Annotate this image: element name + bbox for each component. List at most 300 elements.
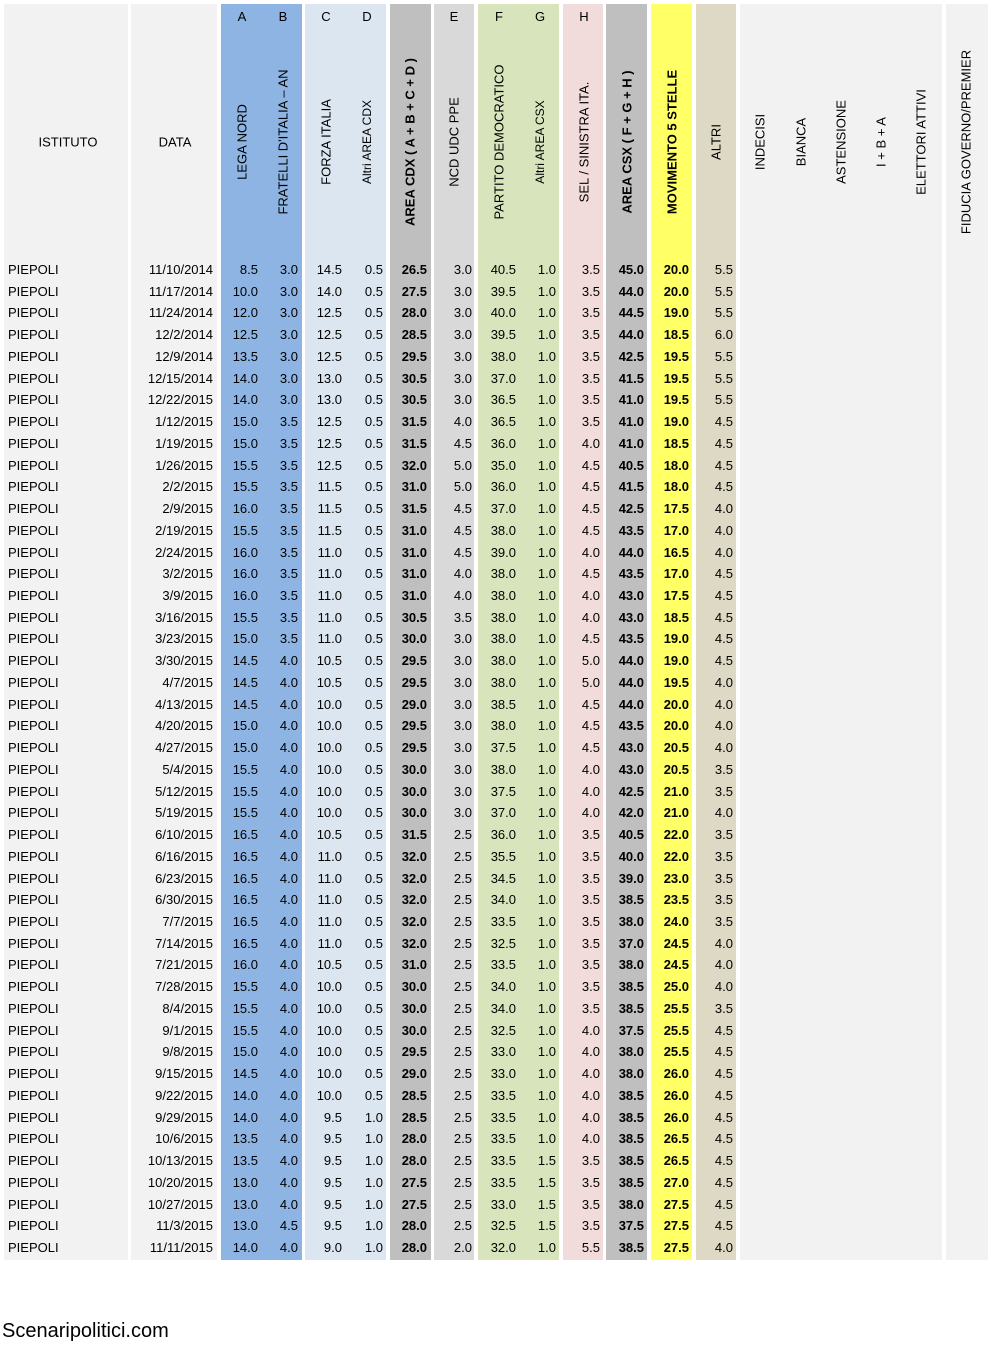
cell-area-csx: 44.0 — [618, 544, 644, 560]
cell-altri-cdx: 0.5 — [364, 848, 383, 864]
cell-istituto: PIEPOLI — [8, 674, 59, 690]
cell-area-csx: 43.0 — [618, 761, 644, 777]
table-row — [0, 261, 992, 279]
cell-data: 3/30/2015 — [155, 653, 213, 669]
cell-m5s: 19.0 — [663, 414, 689, 430]
header-lega-nord: LEGA NORD — [234, 104, 250, 180]
cell-lega-nord: 13.5 — [232, 1131, 258, 1147]
cell-altri-cdx: 0.5 — [364, 479, 383, 495]
cell-data: 4/13/2015 — [155, 696, 213, 712]
cell-altri: 4.5 — [714, 1087, 733, 1103]
cell-ncd: 2.5 — [453, 914, 472, 929]
cell-sel: 4.0 — [581, 435, 600, 451]
cell-m5s: 26.5 — [663, 1153, 689, 1169]
cell-istituto: PIEPOLI — [8, 1174, 59, 1190]
cell-forza-italia: 11.5 — [317, 479, 342, 495]
cell-istituto: PIEPOLI — [8, 1131, 59, 1147]
cell-altri-cdx: 0.5 — [364, 914, 383, 929]
cell-ncd: 4.5 — [453, 544, 472, 560]
cell-istituto: PIEPOLI — [8, 544, 59, 560]
cell-sel: 4.5 — [581, 522, 600, 538]
cell-altri-csx: 1.0 — [537, 1066, 556, 1082]
cell-sel: 3.5 — [581, 305, 600, 321]
cell-altri-cdx: 0.5 — [364, 544, 383, 560]
cell-forza-italia: 9.5 — [323, 1174, 342, 1190]
cell-forza-italia: 10.0 — [316, 1044, 342, 1060]
cell-altri-cdx: 1.0 — [364, 1109, 383, 1125]
cell-ncd: 4.0 — [453, 414, 472, 430]
table-row — [0, 1239, 992, 1257]
cell-m5s: 18.0 — [663, 479, 689, 495]
cell-area-cdx: 29.5 — [401, 718, 427, 734]
cell-forza-italia: 9.5 — [323, 1196, 342, 1212]
cell-istituto: PIEPOLI — [8, 892, 59, 908]
cell-altri: 4.0 — [714, 718, 733, 734]
cell-forza-italia: 10.0 — [316, 718, 342, 734]
cell-area-cdx: 27.5 — [401, 1196, 427, 1212]
cell-altri: 4.0 — [714, 544, 733, 560]
table-row — [0, 1196, 992, 1214]
cell-fratelli-italia: 3.5 — [279, 522, 298, 538]
cell-ncd: 4.5 — [453, 435, 472, 451]
header-forza-italia: FORZA ITALIA — [318, 99, 334, 185]
cell-area-cdx: 28.0 — [401, 1240, 427, 1255]
cell-istituto: PIEPOLI — [8, 718, 59, 734]
cell-m5s: 19.5 — [663, 370, 689, 386]
cell-istituto: PIEPOLI — [8, 1109, 59, 1125]
cell-fratelli-italia: 4.0 — [279, 740, 298, 756]
letter-e: E — [449, 9, 459, 24]
cell-pd: 32.5 — [490, 1022, 516, 1038]
cell-data: 10/6/2015 — [155, 1131, 213, 1147]
header-bianca: BIANCA — [793, 117, 809, 167]
cell-data: 3/2/2015 — [162, 566, 213, 582]
cell-ncd: 2.5 — [453, 892, 472, 908]
cell-area-cdx: 30.0 — [401, 631, 427, 647]
cell-istituto: PIEPOLI — [8, 870, 59, 886]
cell-istituto: PIEPOLI — [8, 392, 59, 408]
cell-area-csx: 37.5 — [618, 1022, 644, 1038]
cell-data: 3/9/2015 — [162, 588, 213, 603]
cell-istituto: PIEPOLI — [8, 805, 59, 821]
cell-forza-italia: 10.0 — [316, 1022, 342, 1038]
table-row — [0, 674, 992, 692]
cell-sel: 3.5 — [581, 262, 600, 277]
cell-pd: 38.0 — [490, 566, 516, 582]
cell-lega-nord: 15.0 — [232, 740, 258, 756]
table-row — [0, 1217, 992, 1235]
cell-istituto: PIEPOLI — [8, 479, 59, 495]
cell-istituto: PIEPOLI — [8, 370, 59, 386]
cell-area-csx: 38.5 — [618, 1109, 644, 1125]
cell-ncd: 2.5 — [453, 1174, 472, 1190]
cell-istituto: PIEPOLI — [8, 414, 59, 430]
cell-area-csx: 38.5 — [618, 1174, 644, 1190]
cell-forza-italia: 11.0 — [317, 935, 342, 951]
header-sel: SEL / SINISTRA ITA. — [576, 81, 592, 203]
cell-altri-csx: 1.0 — [537, 588, 556, 603]
cell-istituto: PIEPOLI — [8, 848, 59, 864]
cell-altri: 4.0 — [714, 805, 733, 821]
cell-sel: 3.5 — [581, 1174, 600, 1190]
table-row — [0, 609, 992, 627]
cell-altri-csx: 1.0 — [537, 327, 556, 343]
cell-pd: 33.5 — [490, 914, 516, 929]
cell-fratelli-italia: 4.0 — [279, 1000, 298, 1016]
cell-lega-nord: 15.0 — [232, 1044, 258, 1060]
cell-altri-csx: 1.0 — [537, 1000, 556, 1016]
cell-data: 7/14/2015 — [155, 935, 213, 951]
cell-lega-nord: 13.5 — [232, 348, 258, 364]
cell-forza-italia: 9.0 — [323, 1240, 342, 1255]
table-row — [0, 1000, 992, 1018]
cell-forza-italia: 13.0 — [316, 370, 342, 386]
cell-area-cdx: 32.0 — [401, 848, 427, 864]
cell-lega-nord: 14.0 — [232, 1109, 258, 1125]
cell-altri: 5.5 — [714, 283, 733, 299]
cell-m5s: 26.5 — [663, 1131, 689, 1147]
cell-area-csx: 39.0 — [618, 870, 644, 886]
cell-pd: 38.0 — [490, 653, 516, 669]
cell-altri-cdx: 0.5 — [364, 827, 383, 843]
cell-area-cdx: 30.5 — [401, 392, 427, 408]
cell-sel: 3.5 — [581, 1218, 600, 1234]
cell-area-csx: 38.5 — [618, 1131, 644, 1147]
cell-forza-italia: 11.0 — [317, 631, 342, 647]
letter-a: A — [237, 9, 247, 24]
cell-sel: 3.5 — [581, 957, 600, 973]
cell-data: 4/20/2015 — [155, 718, 213, 734]
cell-sel: 3.5 — [581, 370, 600, 386]
cell-istituto: PIEPOLI — [8, 1022, 59, 1038]
cell-m5s: 21.0 — [663, 805, 689, 821]
cell-area-cdx: 32.0 — [401, 892, 427, 908]
cell-area-cdx: 27.5 — [401, 1174, 427, 1190]
cell-istituto: PIEPOLI — [8, 1044, 59, 1060]
cell-ncd: 2.5 — [453, 957, 472, 973]
cell-m5s: 25.5 — [663, 1022, 689, 1038]
cell-data: 11/11/2015 — [149, 1240, 213, 1255]
cell-area-cdx: 30.0 — [401, 979, 427, 995]
cell-area-csx: 44.0 — [618, 327, 644, 343]
cell-area-csx: 38.0 — [618, 957, 644, 973]
cell-sel: 3.5 — [581, 283, 600, 299]
cell-area-cdx: 29.5 — [401, 348, 427, 364]
cell-lega-nord: 14.0 — [232, 1240, 258, 1255]
cell-area-csx: 43.0 — [618, 588, 644, 603]
cell-lega-nord: 16.5 — [232, 892, 258, 908]
cell-area-cdx: 28.0 — [401, 1153, 427, 1169]
cell-altri-cdx: 0.5 — [364, 522, 383, 538]
cell-lega-nord: 15.5 — [232, 1000, 258, 1016]
cell-sel: 3.5 — [581, 870, 600, 886]
cell-lega-nord: 16.0 — [232, 566, 258, 582]
cell-lega-nord: 13.0 — [232, 1218, 258, 1234]
letter-g: G — [534, 9, 546, 24]
cell-area-cdx: 30.0 — [401, 783, 427, 799]
cell-altri-cdx: 0.5 — [364, 609, 383, 625]
cell-istituto: PIEPOLI — [8, 609, 59, 625]
cell-sel: 3.5 — [581, 392, 600, 408]
cell-altri-csx: 1.0 — [537, 414, 556, 430]
cell-altri: 4.0 — [714, 501, 733, 517]
cell-pd: 33.5 — [490, 1087, 516, 1103]
cell-lega-nord: 10.0 — [232, 283, 258, 299]
cell-altri: 5.5 — [714, 305, 733, 321]
cell-fratelli-italia: 4.0 — [279, 1066, 298, 1082]
cell-fratelli-italia: 3.0 — [279, 283, 298, 299]
cell-altri: 3.5 — [714, 848, 733, 864]
cell-pd: 36.5 — [490, 392, 516, 408]
cell-fratelli-italia: 4.0 — [279, 827, 298, 843]
cell-sel: 4.0 — [581, 544, 600, 560]
table-row — [0, 391, 992, 409]
cell-altri-cdx: 0.5 — [364, 1066, 383, 1082]
cell-m5s: 27.0 — [663, 1174, 689, 1190]
cell-sel: 4.0 — [581, 805, 600, 821]
cell-altri-cdx: 0.5 — [364, 414, 383, 430]
table-row — [0, 522, 992, 540]
cell-pd: 32.0 — [490, 1240, 516, 1255]
cell-pd: 38.0 — [490, 609, 516, 625]
cell-data: 7/7/2015 — [162, 914, 213, 929]
cell-fratelli-italia: 3.0 — [279, 392, 298, 408]
cell-altri-cdx: 0.5 — [364, 740, 383, 756]
cell-area-cdx: 29.5 — [401, 740, 427, 756]
cell-lega-nord: 12.0 — [232, 305, 258, 321]
header-fiducia: FIDUCIA GOVERNO/PREMIER — [958, 49, 974, 235]
cell-m5s: 23.0 — [663, 870, 689, 886]
cell-pd: 36.5 — [490, 414, 516, 430]
cell-data: 5/12/2015 — [155, 783, 213, 799]
cell-fratelli-italia: 4.0 — [279, 914, 298, 929]
cell-fratelli-italia: 4.0 — [279, 761, 298, 777]
cell-istituto: PIEPOLI — [8, 740, 59, 756]
cell-area-csx: 41.0 — [618, 435, 644, 451]
cell-forza-italia: 11.0 — [317, 892, 342, 908]
cell-m5s: 23.5 — [663, 892, 689, 908]
cell-area-csx: 38.5 — [618, 979, 644, 995]
cell-istituto: PIEPOLI — [8, 588, 59, 603]
cell-area-cdx: 30.0 — [401, 1022, 427, 1038]
cell-fratelli-italia: 4.0 — [279, 1109, 298, 1125]
cell-m5s: 21.0 — [663, 783, 689, 799]
cell-forza-italia: 11.0 — [317, 566, 342, 582]
cell-altri-csx: 1.0 — [537, 848, 556, 864]
cell-altri-cdx: 0.5 — [364, 457, 383, 473]
cell-fratelli-italia: 4.0 — [279, 957, 298, 973]
header-m5s: MOVIMENTO 5 STELLE — [664, 69, 680, 215]
cell-area-cdx: 30.0 — [401, 1000, 427, 1016]
cell-pd: 40.0 — [490, 305, 516, 321]
cell-sel: 5.5 — [581, 1240, 600, 1255]
cell-pd: 36.0 — [490, 827, 516, 843]
cell-lega-nord: 15.0 — [232, 718, 258, 734]
cell-altri-csx: 1.0 — [537, 892, 556, 908]
cell-altri-cdx: 0.5 — [364, 892, 383, 908]
cell-pd: 33.0 — [490, 1066, 516, 1082]
cell-forza-italia: 11.5 — [317, 501, 342, 517]
cell-fratelli-italia: 3.5 — [279, 457, 298, 473]
cell-forza-italia: 11.0 — [317, 609, 342, 625]
cell-altri: 3.5 — [714, 870, 733, 886]
cell-sel: 4.0 — [581, 588, 600, 603]
cell-altri: 4.0 — [714, 522, 733, 538]
cell-pd: 38.0 — [490, 631, 516, 647]
cell-sel: 4.5 — [581, 696, 600, 712]
cell-data: 4/7/2015 — [162, 674, 213, 690]
cell-lega-nord: 15.5 — [232, 457, 258, 473]
cell-fratelli-italia: 4.0 — [279, 783, 298, 799]
cell-data: 1/12/2015 — [155, 414, 213, 430]
cell-altri-csx: 1.0 — [537, 370, 556, 386]
cell-area-csx: 41.0 — [618, 414, 644, 430]
cell-altri-csx: 1.0 — [537, 479, 556, 495]
cell-fratelli-italia: 3.0 — [279, 327, 298, 343]
cell-pd: 33.0 — [490, 1044, 516, 1060]
cell-ncd: 4.5 — [453, 522, 472, 538]
cell-ncd: 2.0 — [453, 1240, 472, 1255]
cell-lega-nord: 16.0 — [232, 501, 258, 517]
cell-lega-nord: 14.0 — [232, 1087, 258, 1103]
cell-lega-nord: 16.5 — [232, 848, 258, 864]
cell-m5s: 19.0 — [663, 631, 689, 647]
cell-data: 1/19/2015 — [155, 435, 213, 451]
cell-sel: 3.5 — [581, 1153, 600, 1169]
cell-altri-csx: 1.0 — [537, 566, 556, 582]
cell-ncd: 2.5 — [453, 1087, 472, 1103]
cell-m5s: 20.5 — [663, 761, 689, 777]
cell-pd: 33.0 — [490, 1196, 516, 1212]
cell-forza-italia: 12.5 — [316, 414, 342, 430]
cell-fratelli-italia: 3.5 — [279, 609, 298, 625]
cell-pd: 39.5 — [490, 283, 516, 299]
cell-ncd: 2.5 — [453, 1022, 472, 1038]
cell-data: 9/8/2015 — [162, 1044, 213, 1060]
table-row — [0, 804, 992, 822]
cell-forza-italia: 14.0 — [316, 283, 342, 299]
cell-lega-nord: 13.5 — [232, 1153, 258, 1169]
cell-area-csx: 38.5 — [618, 892, 644, 908]
header-astensione: ASTENSIONE — [833, 100, 849, 184]
cell-forza-italia: 14.5 — [316, 262, 342, 277]
cell-ncd: 3.0 — [453, 305, 472, 321]
cell-fratelli-italia: 4.0 — [279, 892, 298, 908]
cell-forza-italia: 9.5 — [323, 1109, 342, 1125]
cell-area-csx: 37.5 — [618, 1218, 644, 1234]
cell-area-csx: 38.0 — [618, 1066, 644, 1082]
cell-altri-csx: 1.0 — [537, 501, 556, 517]
cell-fratelli-italia: 3.0 — [279, 348, 298, 364]
header-area-csx: AREA CSX ( F + G + H ) — [619, 70, 635, 214]
cell-pd: 34.0 — [490, 1000, 516, 1016]
cell-istituto: PIEPOLI — [8, 761, 59, 777]
cell-forza-italia: 11.0 — [317, 914, 342, 929]
footer-source: Scenaripolitici.com — [2, 1320, 169, 1342]
cell-altri: 4.0 — [714, 696, 733, 712]
table-row — [0, 1152, 992, 1170]
cell-forza-italia: 10.5 — [316, 674, 342, 690]
cell-m5s: 20.0 — [663, 696, 689, 712]
cell-area-csx: 44.0 — [618, 674, 644, 690]
cell-pd: 35.5 — [490, 848, 516, 864]
cell-lega-nord: 13.0 — [232, 1174, 258, 1190]
cell-area-cdx: 29.5 — [401, 1044, 427, 1060]
cell-altri-csx: 1.0 — [537, 805, 556, 821]
cell-istituto: PIEPOLI — [8, 435, 59, 451]
cell-altri-cdx: 0.5 — [364, 805, 383, 821]
cell-lega-nord: 14.5 — [232, 696, 258, 712]
cell-altri: 4.5 — [714, 566, 733, 582]
cell-area-cdx: 28.0 — [401, 1218, 427, 1234]
cell-lega-nord: 15.5 — [232, 761, 258, 777]
cell-lega-nord: 15.0 — [232, 631, 258, 647]
cell-altri-cdx: 1.0 — [364, 1153, 383, 1169]
cell-data: 1/26/2015 — [155, 457, 213, 473]
cell-area-csx: 45.0 — [618, 262, 644, 277]
header-pd: PARTITO DEMOCRATICO — [491, 64, 507, 220]
cell-pd: 37.5 — [490, 740, 516, 756]
cell-area-csx: 42.5 — [618, 348, 644, 364]
cell-area-csx: 37.0 — [618, 935, 644, 951]
cell-ncd: 5.0 — [453, 457, 472, 473]
cell-ncd: 2.5 — [453, 1131, 472, 1147]
cell-area-cdx: 30.0 — [401, 761, 427, 777]
cell-forza-italia: 12.5 — [316, 348, 342, 364]
cell-ncd: 2.5 — [453, 1066, 472, 1082]
cell-area-csx: 43.0 — [618, 740, 644, 756]
cell-altri-cdx: 0.5 — [364, 1022, 383, 1038]
cell-altri-cdx: 1.0 — [364, 1196, 383, 1212]
cell-ncd: 3.5 — [453, 609, 472, 625]
cell-forza-italia: 10.0 — [316, 1000, 342, 1016]
cell-lega-nord: 16.0 — [232, 957, 258, 973]
cell-altri-csx: 1.0 — [537, 435, 556, 451]
cell-forza-italia: 12.5 — [316, 305, 342, 321]
cell-altri-cdx: 0.5 — [364, 1044, 383, 1060]
cell-pd: 34.5 — [490, 870, 516, 886]
cell-fratelli-italia: 4.0 — [279, 1087, 298, 1103]
cell-area-csx: 44.0 — [618, 696, 644, 712]
cell-istituto: PIEPOLI — [8, 1240, 59, 1255]
table-row — [0, 544, 992, 562]
table-row — [0, 283, 992, 301]
cell-altri-csx: 1.0 — [537, 696, 556, 712]
cell-m5s: 22.0 — [663, 848, 689, 864]
cell-altri-csx: 1.0 — [537, 262, 556, 277]
cell-altri-cdx: 0.5 — [364, 501, 383, 517]
cell-area-csx: 38.0 — [618, 914, 644, 929]
cell-altri-csx: 1.0 — [537, 783, 556, 799]
table-row — [0, 978, 992, 996]
cell-data: 10/20/2015 — [147, 1174, 213, 1190]
cell-fratelli-italia: 3.5 — [279, 501, 298, 517]
table-row — [0, 717, 992, 735]
cell-pd: 36.0 — [490, 435, 516, 451]
cell-data: 5/4/2015 — [162, 761, 213, 777]
cell-altri-csx: 1.0 — [537, 1240, 556, 1255]
cell-sel: 4.5 — [581, 501, 600, 517]
cell-lega-nord: 16.0 — [232, 544, 258, 560]
table-row — [0, 1130, 992, 1148]
cell-istituto: PIEPOLI — [8, 1066, 59, 1082]
cell-altri-csx: 1.0 — [537, 1109, 556, 1125]
cell-m5s: 22.0 — [663, 827, 689, 843]
table-row — [0, 630, 992, 648]
cell-altri: 4.0 — [714, 740, 733, 756]
cell-data: 2/9/2015 — [162, 501, 213, 517]
cell-istituto: PIEPOLI — [8, 522, 59, 538]
